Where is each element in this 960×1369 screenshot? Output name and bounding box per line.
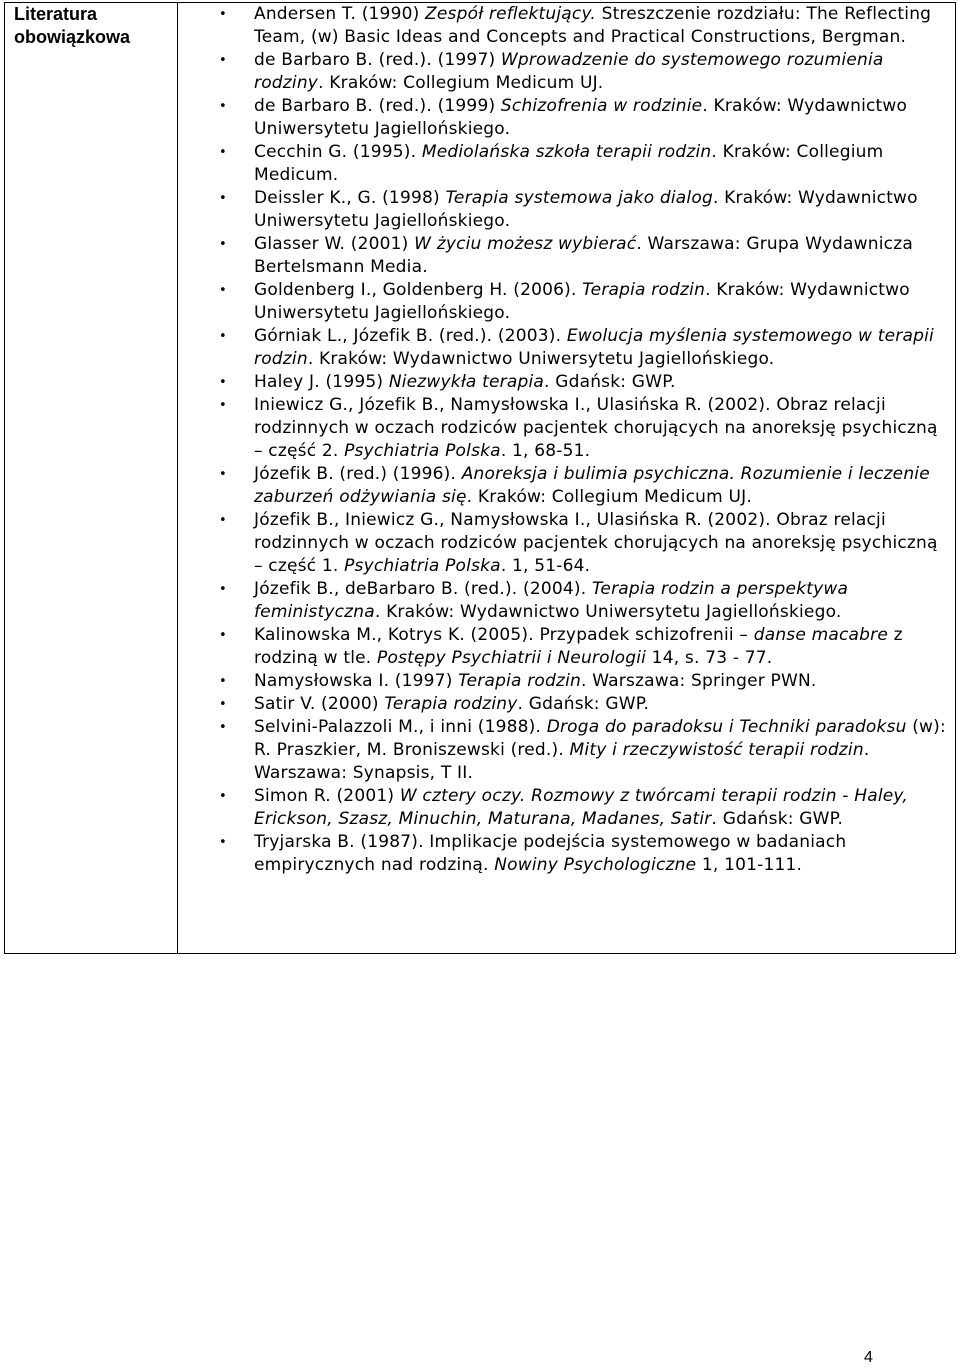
reference-title-text: danse macabre (753, 625, 889, 645)
reference-text: Józefik B. (red.) (1996). (254, 464, 462, 484)
reference-text: . Kraków: Collegium Medicum. (254, 142, 884, 185)
reference-item (178, 463, 955, 509)
reference-item (178, 371, 955, 394)
reference-text: . Kraków: Wydawnictwo Uniwersytetu Jagiellońskiego. (254, 280, 910, 323)
reference-text: Selvini-Palazzoli M., i inni (1988). (254, 717, 547, 737)
reference-title-text: Schizofrenia w rodzinie (500, 96, 703, 116)
bullet-icon: • (219, 145, 227, 160)
reference-title-text: Mediolańska szkoła terapii rodzin (421, 142, 712, 162)
bullet-icon: • (219, 7, 227, 22)
reference-text: . Gdańsk: GWP. (544, 372, 676, 392)
reference-text: . Kraków: Wydawnictwo Uniwersytetu Jagiellońskiego. (307, 349, 775, 369)
reference-text: 14, s. 73 - 77. (646, 648, 773, 668)
reference-title-text: W życiu możesz wybierać (414, 234, 637, 254)
reference-text: 1, 101-111. (696, 855, 803, 875)
reference-title-text: Anoreksja i bulimia psychiczna. Rozumienie i leczenie zaburzeń odżywiania się (254, 464, 930, 507)
reference-title-text: Terapia rodzin (458, 671, 582, 691)
reference-text: Satir V. (2000) (254, 694, 385, 714)
reference-text: Deissler K., G. (1998) (254, 188, 446, 208)
bullet-icon: • (219, 835, 227, 850)
reference-text: . Warszawa: Synapsis, T II. (254, 740, 870, 783)
reference-item (178, 624, 955, 670)
reference-text: Cecchin G. (1995). (254, 142, 422, 162)
reference-item (178, 187, 955, 233)
reference-title-text: Mity i rzeczywistość terapii rodzin (569, 740, 864, 760)
reference-title-text: Nowiny Psychologiczne (494, 855, 697, 875)
reference-title-text: W cztery oczy. Rozmowy z twórcami terapii rodzin - Haley, Erickson, Szasz, Minuchin, Maturana, Madanes, Satir (254, 786, 908, 829)
reference-title-text: Wprowadzenie do systemowego rozumienia rodziny (254, 50, 884, 93)
reference-text: Goldenberg I., Goldenberg H. (2006). (254, 280, 583, 300)
bullet-icon: • (219, 283, 227, 298)
bibliography-table (4, 2, 956, 954)
bullet-icon: • (219, 398, 227, 413)
reference-text: Józefik B., Iniewicz G., Namysłowska I., Ulasińska R. (2002). Obraz relacji rodzinnych w oczach rodziców pacjentek chorujących na anoreksję psychiczną – część 1. (254, 510, 938, 576)
reference-text: . Gdańsk: GWP. (711, 809, 844, 829)
reference-item (178, 394, 955, 463)
reference-item (178, 49, 955, 95)
reference-text: Streszczenie rozdziału: The Reflecting Team, (w) Basic Ideas and Concepts and Practical Constructions, Bergman. (254, 4, 932, 47)
reference-text: Glasser W. (2001) (254, 234, 415, 254)
reference-item (178, 279, 955, 325)
bullet-icon: • (219, 697, 227, 712)
bullet-icon: • (219, 191, 227, 206)
reference-list (178, 3, 955, 877)
page-number: 4 (864, 1349, 873, 1366)
reference-item (178, 141, 955, 187)
reference-item (178, 670, 955, 693)
reference-text: Tryjarska B. (1987). Implikacje podejścia systemowego w badaniach empirycznych nad rodziną. (254, 832, 847, 875)
reference-text: Haley J. (1995) (254, 372, 389, 392)
reference-text: Kalinowska M., Kotrys K. (2005). Przypadek schizofrenii – (254, 625, 754, 645)
reference-title-text: Psychiatria Polska (344, 441, 501, 461)
reference-text: . Kraków: Wydawnictwo Uniwersytetu Jagiellońskiego. (374, 602, 842, 622)
reference-text: . 1, 68-51. (500, 441, 591, 461)
bullet-icon: • (219, 99, 227, 114)
bullet-icon: • (219, 329, 227, 344)
reference-item (178, 831, 955, 877)
reference-title-text: Terapia rodziny (384, 694, 518, 714)
reference-text: de Barbaro B. (red.). (1997) (254, 50, 501, 70)
reference-text: de Barbaro B. (red.). (1999) (254, 96, 501, 116)
reference-text: Andersen T. (1990) (254, 4, 426, 24)
reference-item (178, 509, 955, 578)
reference-text: Górniak L., Józefik B. (red.). (2003). (254, 326, 567, 346)
section-label-line: obowiązkowa (14, 27, 131, 47)
reference-title-text: Terapia systemowa jako dialog (445, 188, 713, 208)
reference-item (178, 3, 955, 49)
reference-item (178, 716, 955, 785)
reference-title-text: Ewolucja myślenia systemowego w terapii rodzin (254, 326, 934, 369)
bullet-icon: • (219, 467, 227, 482)
reference-text: Simon R. (2001) (254, 786, 400, 806)
bullet-icon: • (219, 674, 227, 689)
bullet-icon: • (219, 53, 227, 68)
reference-text: . Kraków: Collegium Medicum UJ. (466, 487, 752, 507)
bullet-icon: • (219, 375, 227, 390)
reference-title-text: Terapia rodzin (582, 280, 706, 300)
reference-text: . Kraków: Wydawnictwo Uniwersytetu Jagiellońskiego. (254, 96, 908, 139)
reference-text: . 1, 51-64. (500, 556, 591, 576)
reference-text: . Kraków: Wydawnictwo Uniwersytetu Jagiellońskiego. (254, 188, 918, 231)
reference-text: z rodziną w tle. (254, 625, 903, 668)
reference-title-text: Niezwykła terapia (388, 372, 545, 392)
reference-title-text: Droga do paradoksu i Techniki paradoksu (546, 717, 907, 737)
bullet-icon: • (219, 789, 227, 804)
reference-item (178, 578, 955, 624)
reference-item (178, 693, 955, 716)
bullet-icon: • (219, 582, 227, 597)
reference-title-text: Terapia rodzin a perspektywa feministyczna (254, 579, 849, 622)
reference-text: . Warszawa: Springer PWN. (581, 671, 817, 691)
reference-item (178, 785, 955, 831)
reference-item (178, 325, 955, 371)
reference-text: (w): R. Praszkier, M. Broniszewski (red.). (254, 717, 946, 760)
reference-title-text: Psychiatria Polska (344, 556, 501, 576)
bullet-icon: • (219, 720, 227, 735)
reference-item (178, 233, 955, 279)
reference-text: Iniewicz G., Józefik B., Namysłowska I., Ulasińska R. (2002). Obraz relacji rodzinnych w oczach rodziców pacjentek chorujących na anoreksję psychiczną – część 2. (254, 395, 938, 461)
reference-title-text: Zespół reflektujący. (425, 4, 597, 24)
references-cell (178, 3, 955, 953)
bullet-icon: • (219, 237, 227, 252)
reference-item (178, 95, 955, 141)
bullet-icon: • (219, 628, 227, 643)
bullet-icon: • (219, 513, 227, 528)
reference-title-text: Postępy Psychiatrii i Neurologii (377, 648, 647, 668)
reference-text: Namysłowska I. (1997) (254, 671, 459, 691)
section-label-cell (5, 3, 178, 953)
reference-text: Józefik B., deBarbaro B. (red.). (2004). (254, 579, 592, 599)
reference-text: . Kraków: Collegium Medicum UJ. (318, 73, 604, 93)
section-label-line: Literatura (14, 4, 98, 24)
reference-text: . Warszawa: Grupa Wydawnicza Bertelsmann Media. (254, 234, 913, 277)
reference-text: . Gdańsk: GWP. (517, 694, 650, 714)
